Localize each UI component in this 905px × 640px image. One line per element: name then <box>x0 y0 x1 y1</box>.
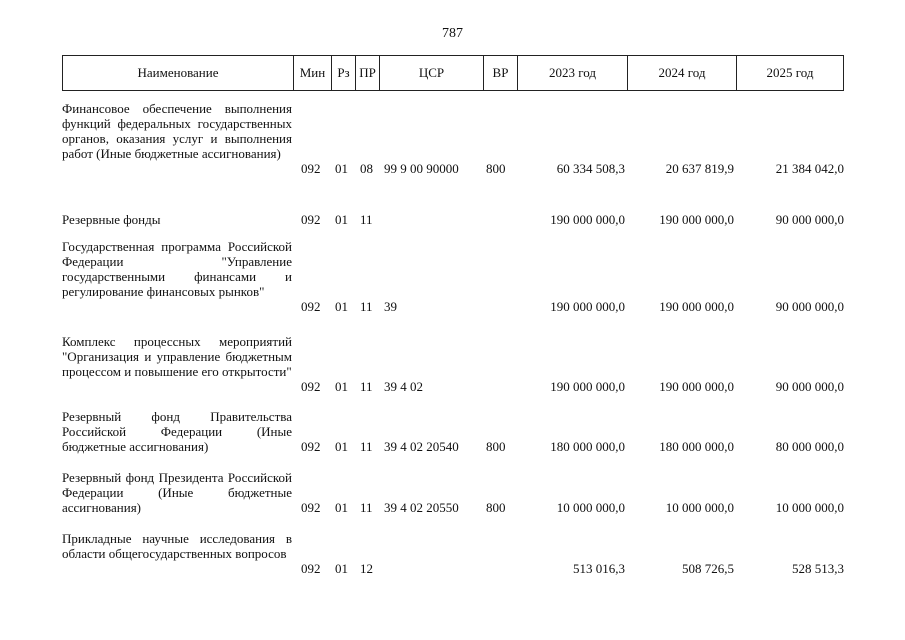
row-name: Комплекс процессных мероприятий "Организация и управление бюджетным процессом и повышение его открытости" <box>62 334 292 379</box>
row-2023: 190 000 000,0 <box>550 299 625 314</box>
row-csr: 39 <box>384 299 397 314</box>
row-2024: 180 000 000,0 <box>659 439 734 454</box>
row-2024: 20 637 819,9 <box>665 161 734 176</box>
header-csr: ЦСР <box>379 56 483 90</box>
page-number: 787 <box>442 26 463 41</box>
row-min: 092 <box>301 500 321 515</box>
row-csr: 99 9 00 90000 <box>384 161 459 176</box>
row-vr: 800 <box>486 439 506 454</box>
table-row <box>0 409 905 454</box>
row-rz: 01 <box>335 161 348 176</box>
row-name: Резервный фонд Правительства Российской Федерации (Иные бюджетные ассигнования) <box>62 409 292 454</box>
row-2025: 10 000 000,0 <box>775 500 844 515</box>
row-name: Государственная программа Российской Федерации "Управление государственными финансами и регулирование финансовых рынков" <box>62 239 292 299</box>
row-2025: 80 000 000,0 <box>775 439 844 454</box>
row-2025: 90 000 000,0 <box>775 299 844 314</box>
row-rz: 01 <box>335 299 348 314</box>
row-pr: 12 <box>360 561 373 576</box>
row-name: Резервные фонды <box>62 212 161 227</box>
row-2023: 10 000 000,0 <box>556 500 625 515</box>
row-name: Прикладные научные исследования в области общегосударственных вопросов <box>62 531 292 561</box>
row-2024: 10 000 000,0 <box>665 500 734 515</box>
row-2024: 508 726,5 <box>682 561 734 576</box>
table-row <box>0 531 905 576</box>
row-pr: 11 <box>360 212 373 227</box>
row-name: Резервный фонд Президента Российской Федерации (Иные бюджетные ассигнования) <box>62 470 292 515</box>
table-header <box>62 55 844 91</box>
row-2024: 190 000 000,0 <box>659 212 734 227</box>
row-vr: 800 <box>486 500 506 515</box>
row-pr: 11 <box>360 299 373 314</box>
row-vr: 800 <box>486 161 506 176</box>
row-pr: 11 <box>360 500 373 515</box>
row-rz: 01 <box>335 439 348 454</box>
row-2025: 21 384 042,0 <box>775 161 844 176</box>
row-2023: 180 000 000,0 <box>550 439 625 454</box>
header-vr: ВР <box>483 56 517 90</box>
row-2023: 513 016,3 <box>573 561 625 576</box>
row-min: 092 <box>301 561 321 576</box>
table-row <box>0 101 905 176</box>
row-2025: 90 000 000,0 <box>775 379 844 394</box>
header-pr: ПР <box>355 56 379 90</box>
header-2025: 2025 год <box>736 56 843 90</box>
header-2023: 2023 год <box>517 56 627 90</box>
row-pr: 11 <box>360 439 373 454</box>
row-csr: 39 4 02 <box>384 379 423 394</box>
row-rz: 01 <box>335 561 348 576</box>
header-rz: Рз <box>331 56 355 90</box>
row-rz: 01 <box>335 500 348 515</box>
header-2024: 2024 год <box>627 56 736 90</box>
row-rz: 01 <box>335 212 348 227</box>
row-2024: 190 000 000,0 <box>659 379 734 394</box>
row-2023: 190 000 000,0 <box>550 379 625 394</box>
row-min: 092 <box>301 212 321 227</box>
row-min: 092 <box>301 379 321 394</box>
row-name: Финансовое обеспечение выполнения функций федеральных государственных органов, оказания услуг и выполнения работ (Иные бюджетные ассигнования) <box>62 101 292 161</box>
table-row <box>0 470 905 515</box>
row-pr: 08 <box>360 161 373 176</box>
row-csr: 39 4 02 20550 <box>384 500 459 515</box>
row-2023: 190 000 000,0 <box>550 212 625 227</box>
table-row <box>0 334 905 394</box>
row-min: 092 <box>301 439 321 454</box>
table-row <box>0 212 905 227</box>
row-min: 092 <box>301 161 321 176</box>
row-pr: 11 <box>360 379 373 394</box>
row-2024: 190 000 000,0 <box>659 299 734 314</box>
header-min: Мин <box>293 56 331 90</box>
row-2025: 528 513,3 <box>792 561 844 576</box>
table-row <box>0 239 905 314</box>
header-name: Наименование <box>137 65 219 80</box>
row-2023: 60 334 508,3 <box>556 161 625 176</box>
row-csr: 39 4 02 20540 <box>384 439 459 454</box>
row-min: 092 <box>301 299 321 314</box>
row-rz: 01 <box>335 379 348 394</box>
row-2025: 90 000 000,0 <box>775 212 844 227</box>
